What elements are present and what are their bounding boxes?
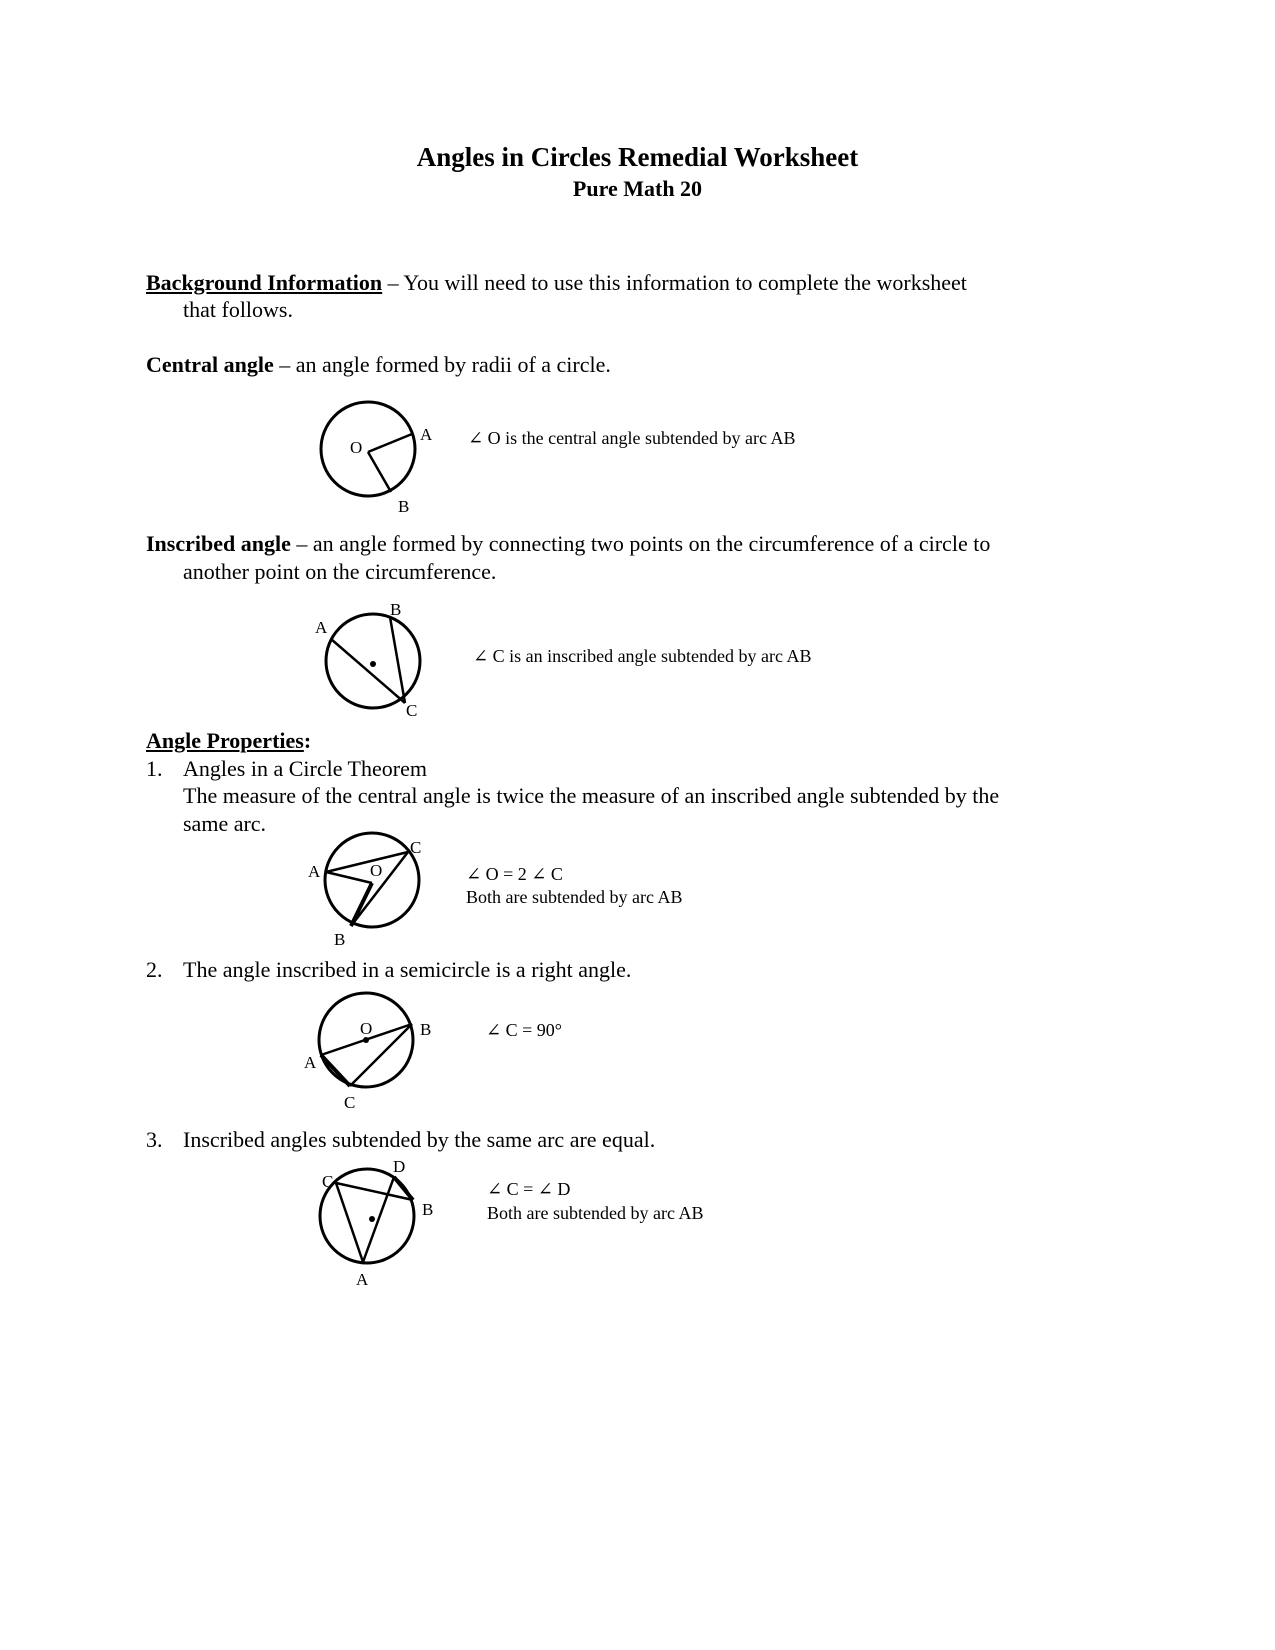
background-text-line1: – You will need to use this information to complete the worksheet (382, 270, 967, 295)
angle-properties-heading-text: Angle Properties (146, 728, 304, 753)
property-1-caption-line2: Both are subtended by arc AB (466, 887, 683, 907)
central-angle-caption: ∠ O is the central angle subtended by arc AB (468, 428, 796, 448)
property-3-caption-line1: ∠ C = ∠ D (487, 1179, 571, 1199)
property-1-label-c: C (410, 838, 422, 857)
page-subtitle: Pure Math 20 (572, 176, 703, 201)
inscribed-angle-caption: ∠ C is an inscribed angle subtended by arc AB (473, 646, 812, 666)
property-3-label-a: A (356, 1270, 369, 1289)
property-3-caption-line2: Both are subtended by arc AB (487, 1203, 704, 1223)
property-1-label-o: O (370, 861, 383, 880)
central-label-o: O (350, 438, 363, 457)
property-1-number: 1. (146, 756, 163, 781)
property-2-label-a: A (304, 1053, 317, 1072)
property-1-label-b: B (334, 930, 346, 949)
property-1-label-a: A (308, 862, 321, 881)
property-3-label-d: D (393, 1157, 406, 1176)
property-3-label-b: B (422, 1200, 434, 1219)
page-title: Angles in Circles Remedial Worksheet (416, 142, 859, 172)
inscribed-label-c: C (406, 701, 418, 720)
property-1-desc-line1: The measure of the central angle is twice the measure of an inscribed angle subtended by the (183, 783, 1000, 808)
inscribed-label-a: A (315, 618, 328, 637)
inscribed-label-b: B (390, 600, 402, 619)
angle-properties-heading-colon: : (303, 728, 312, 753)
property-3-label-c: C (322, 1172, 334, 1191)
property-1-caption-line1: ∠ O = 2 ∠ C (466, 864, 563, 884)
central-angle-term: Central angle (146, 352, 274, 377)
central-angle-text: – an angle formed by radii of a circle. (273, 352, 611, 377)
central-label-b: B (398, 497, 410, 516)
property-2-title: The angle inscribed in a semicircle is a right angle. (183, 957, 632, 982)
property-2-label-b: B (420, 1020, 432, 1039)
property-1-desc-line2: same arc. (183, 811, 267, 836)
inscribed-angle-text-line2: another point on the circumference. (183, 559, 497, 584)
property-2-caption-line1: ∠ C = 90° (486, 1020, 562, 1040)
inscribed-angle-text-line1: – an angle formed by connecting two points on the circumference of a circle to (290, 531, 991, 556)
property-3-number: 3. (146, 1127, 163, 1152)
property-2-number: 2. (146, 957, 163, 982)
inscribed-angle-term: Inscribed angle (146, 531, 291, 556)
background-text-line2: that follows. (183, 297, 293, 322)
central-label-a: A (420, 425, 433, 444)
background-label: Background Information (146, 270, 383, 295)
property-1-title: Angles in a Circle Theorem (183, 756, 427, 781)
property-2-label-o: O (360, 1019, 373, 1038)
property-3-title: Inscribed angles subtended by the same arc are equal. (183, 1127, 656, 1152)
property-2-label-c: C (344, 1093, 356, 1112)
